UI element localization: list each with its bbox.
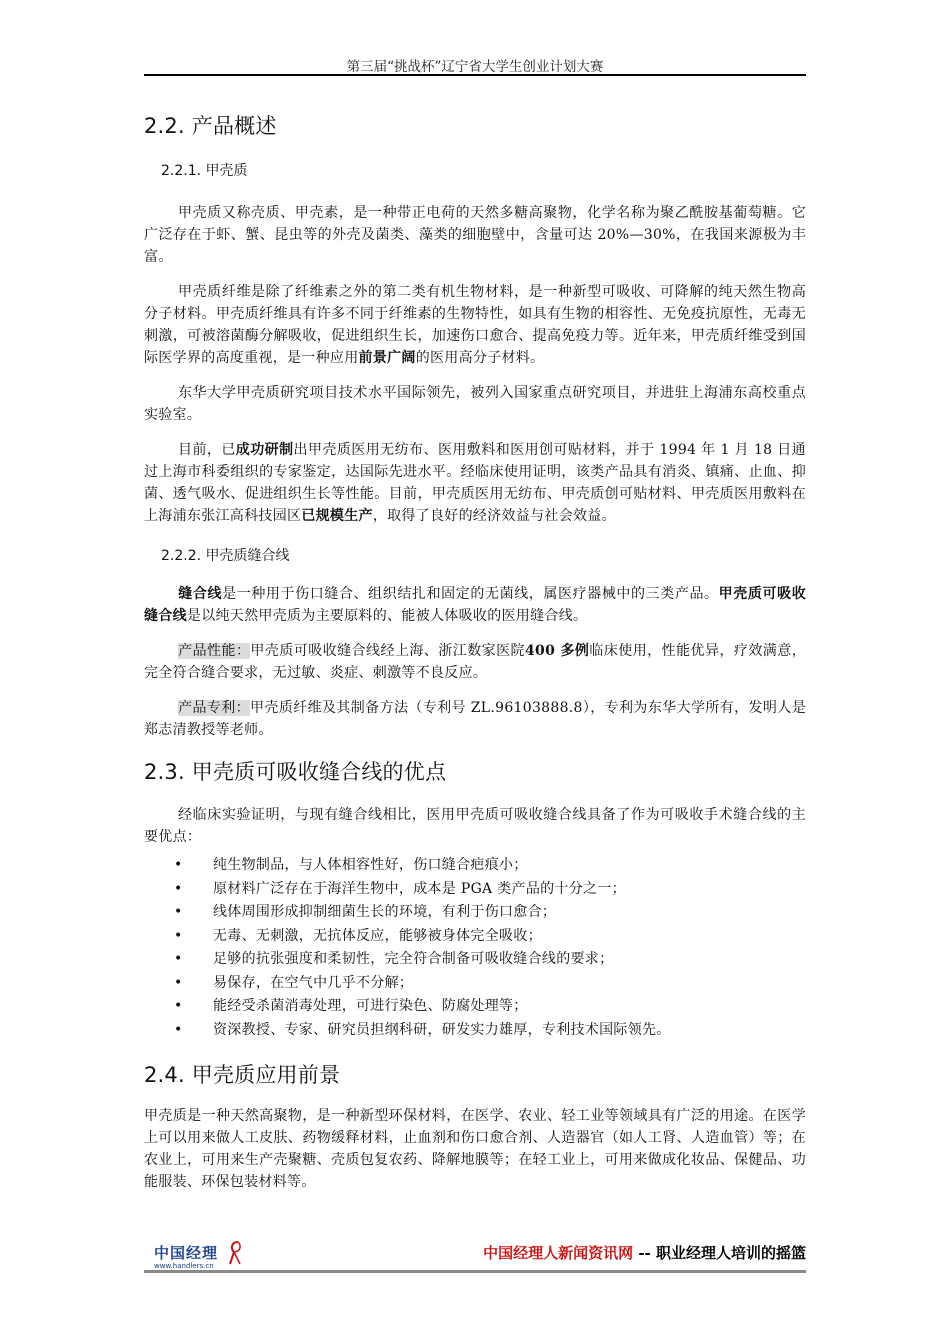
subsection-heading-2-2-1: 2.2.1. 甲壳质 (161, 163, 248, 179)
paragraph: 产品性能：甲壳质可吸收缝合线经上海、浙江数家医院400 多例临床使用，性能优异，疗效满意，完全符合缝合要求，无过敏、炎症、刺激等不良反应。 (144, 643, 807, 681)
emphasis: 400 多例 (525, 643, 590, 659)
emphasis: 缝合线 (178, 586, 223, 602)
label-performance: 产品性能： (178, 643, 251, 659)
footer-rule (144, 1270, 806, 1273)
paragraph: 甲壳质又称壳质、甲壳素，是一种带正电荷的天然多糖高聚物，化学名称为聚乙酰胺基葡萄糖。它广泛存在于虾、蟹、昆虫等的外壳及菌类、藻类的细胞壁中，含量可达 20%—30%，在我国来源极为丰富。 (144, 205, 806, 265)
list-item: • 无毒、无刺激，无抗体反应，能够被身体完全吸收； (174, 927, 542, 944)
logo-mark-icon (228, 1240, 244, 1266)
brand-logo (148, 1240, 278, 1274)
list-item: • 纯生物制品，与人体相容性好，伤口缝合疤痕小； (174, 857, 528, 873)
section-heading-2-4: 2.4. 甲壳质应用前景 (144, 1063, 341, 1087)
list-item: • 原材料广泛存在于海洋生物中，成本是 PGA 类产品的十分之一； (174, 880, 626, 897)
document-body (144, 110, 806, 1193)
paragraph: 产品专利：甲壳质纤维及其制备方法（专利号 ZL.96103888.8），专利为东华大学所有，发明人是郑志清教授等老师。 (144, 700, 806, 738)
list-item: • 能经受杀菌消毒处理，可进行染色、防腐处理等； (174, 998, 528, 1014)
list-item: • 线体周围形成抑制细菌生长的环境，有利于伤口愈合； (174, 904, 557, 920)
list-item: • 资深教授、专家、研究员担纲科研，研发实力雄厚，专利技术国际领先。 (174, 1021, 671, 1038)
emphasis: 已规模生产 (301, 508, 373, 524)
list-item: • 易保存，在空气中几乎不分解； (174, 974, 414, 991)
logo-text: 中国经理 (154, 1244, 219, 1262)
footer-slogan: 中国经理人新闻资讯网 -- 职业经理人培训的摇篮 (483, 1244, 806, 1262)
list-item: • 足够的抗张强度和柔韧性，完全符合制备可吸收缝合线的要求； (174, 951, 614, 967)
paragraph: 甲壳质是一种天然高聚物，是一种新型环保材料，在医学、农业、轻工业等领域具有广泛的用途。在医学上可以用来做人工皮肤、药物缓释材料，止血剂和伤口愈合剂、人造器官（如人工肾、人造血管）等；在农业上，可用来生产壳聚糖、壳质包复农药、降解地膜等；在轻工业上，可用来做成化妆品、保健品、功能服装、环保包装材料等。 (144, 1108, 806, 1190)
logo-url: www.handlers.cn (154, 1262, 214, 1270)
emphasis: 甲壳质可吸收缝合线 (144, 586, 806, 624)
paragraph: 缝合线是一种用于伤口缝合、组织结扎和固定的无菌线，属医疗器械中的三类产品。甲壳质可吸收缝合线是以纯天然甲壳质为主要原料的、能被人体吸收的医用缝合线。 (144, 586, 806, 624)
subsection-heading-2-2-2: 2.2.2. 甲壳质缝合线 (161, 548, 290, 564)
paragraph: 目前，已成功研制出甲壳质医用无纺布、医用敷料和医用创可贴材料，并于 1994 年 1 月 18 日通过上海市科委组织的专家鉴定，达国际先进水平。经临床使用证明，该类产品具有消炎、镇痛、止血、抑菌、透气吸水、促进组织生长等性能。目前，甲壳质医用无纺布、甲壳质创可贴材料、甲壳质医用敷料在上海浦东张江高科技园区已规模生产，取得了良好的经济效益与社会效益。 (144, 442, 806, 524)
header-rule (144, 74, 806, 76)
label-patent: 产品专利： (178, 700, 251, 716)
section-heading-2-3: 2.3. 甲壳质可吸收缝合线的优点 (144, 760, 447, 784)
running-header: 第三届“挑战杯”辽宁省大学生创业计划大赛 (346, 59, 604, 75)
section-heading-2-2: 2.2. 产品概述 (144, 114, 277, 138)
advantages-list (144, 854, 806, 1042)
paragraph: 经临床实验证明，与现有缝合线相比，医用甲壳质可吸收缝合线具备了作为可吸收手术缝合线的主要优点： (144, 807, 806, 845)
emphasis: 前景广阔 (358, 350, 416, 366)
page-footer (144, 1238, 806, 1274)
emphasis: 成功研制 (235, 442, 294, 458)
paragraph: 甲壳质纤维是除了纤维素之外的第二类有机生物材料，是一种新型可吸收、可降解的纯天然生物高分子材料。甲壳质纤维具有许多不同于纤维素的生物特性，如具有生物的相容性、无免疫抗原性，无毒无刺激，可被溶菌酶分解吸收，促进组织生长，加速伤口愈合、提高免疫力等。近年来，甲壳质纤维受到国际医学界的高度重视，是一种应用前景广阔的医用高分子材料。 (144, 284, 806, 366)
paragraph: 东华大学甲壳质研究项目技术水平国际领先，被列入国家重点研究项目，并进驻上海浦东高校重点实验室。 (144, 385, 806, 423)
